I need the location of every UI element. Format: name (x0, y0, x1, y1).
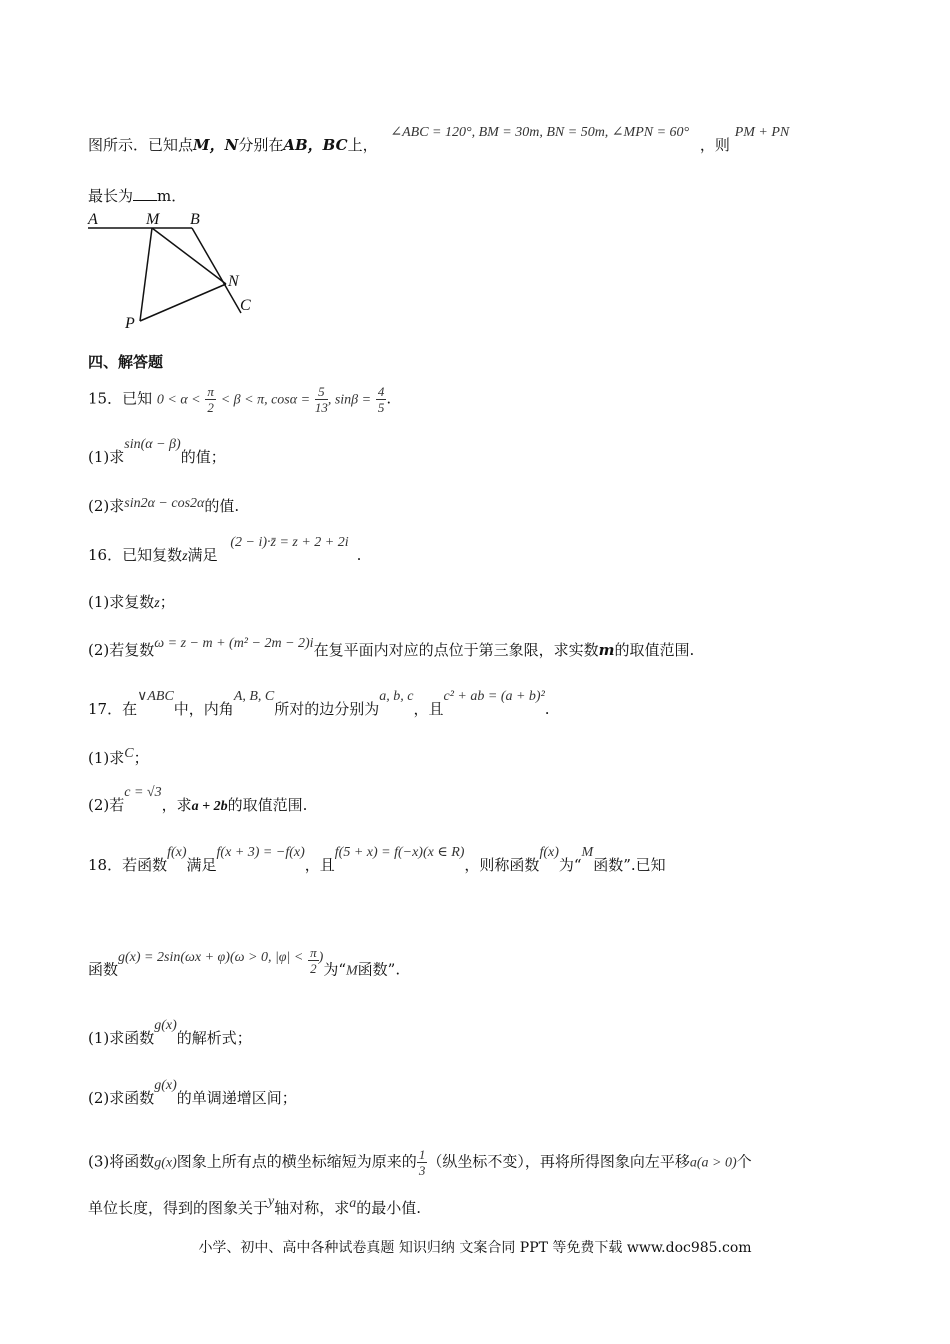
q18-part1: (1)求函数g(x)的解析式； (88, 1018, 252, 1047)
label-c: C (240, 297, 251, 314)
q18-stem: 18．若函数f(x)满足f(x + 3) = −f(x)，且f(5 + x) = f(−x)(x ∈ R)，则称函数f(x)为“M函数”.已知 (88, 845, 666, 874)
line-bc (192, 228, 241, 313)
q14-line1: 图所示．已知点M，N分别在AB，BC上， ∠ABC = 120°, BM = 30m, BN = 50m, ∠MPN = 60° ，则 PM + PN (88, 125, 790, 154)
label-b: B (190, 211, 200, 228)
q15-part2: (2)求sin2α − cos2α的值. (88, 496, 240, 515)
label-p: P (125, 315, 135, 332)
label-n: N (228, 273, 239, 290)
q18-part3: (3)将函数g(x)图象上所有点的横坐标缩短为原来的 $\frac{1}{3}$ （纵坐标不变），再将所得图象向左平移a(a > 0)个 (88, 1147, 752, 1178)
geometry-figure (84, 208, 264, 333)
q18-part3-cont: 单位长度，得到的图象关于y轴对称，求a的最小值. (88, 1194, 422, 1217)
q16-part1: (1)求复数z； (88, 593, 175, 611)
q18-function: 函数g(x) = 2sin(ωx + φ)(ω > 0, |φ| < $\frac{\pi}{2}$ )为“M函数”. (88, 945, 401, 979)
q14-line2: 最长为 m． (88, 187, 187, 205)
q16-stem: 16．已知复数z满足 (2 − i)·z̄ = z + 2 + 2i. (88, 535, 362, 564)
line-mn (152, 228, 226, 284)
q16-part2: (2)若复数ω = z − m + (m² − 2m − 2)i在复平面内对应的点位于第三象限，求实数m的取值范围. (88, 636, 695, 659)
answer-blank (133, 200, 157, 201)
line-pn (140, 284, 226, 321)
q17-part2: (2)若c = √3，求a + 2b的取值范围. (88, 785, 308, 814)
q15-part1: (1)求sin(α − β)的值； (88, 437, 226, 466)
q15-stem: 15．已知 0 < α < $\frac{\pi}{2}$ < β < π, cosα = $\frac{5}{13}$ , sinβ = $\frac{4}{5}$ . (88, 384, 392, 415)
q17-part1: (1)求C； (88, 746, 149, 767)
section-title: 四、解答题 (88, 353, 164, 371)
q18-part2: (2)求函数g(x)的单调递增区间； (88, 1078, 297, 1107)
q17-stem: 17．在∨ABC中，内角A, B, C所对的边分别为a, b, c，且c² + ab = (a + b)². (88, 689, 550, 718)
page-footer: 小学、初中、高中各种试卷真题 知识归纳 文案合同 PPT 等免费下载 www.doc985.com (198, 1240, 752, 1256)
line-mp (140, 228, 152, 321)
label-m: M (146, 211, 160, 228)
label-a: A (88, 211, 98, 228)
q14-expr: PM + PN (734, 125, 790, 140)
q14-given: ∠ABC = 120°, BM = 30m, BN = 50m, ∠MPN = 60° (390, 125, 690, 140)
